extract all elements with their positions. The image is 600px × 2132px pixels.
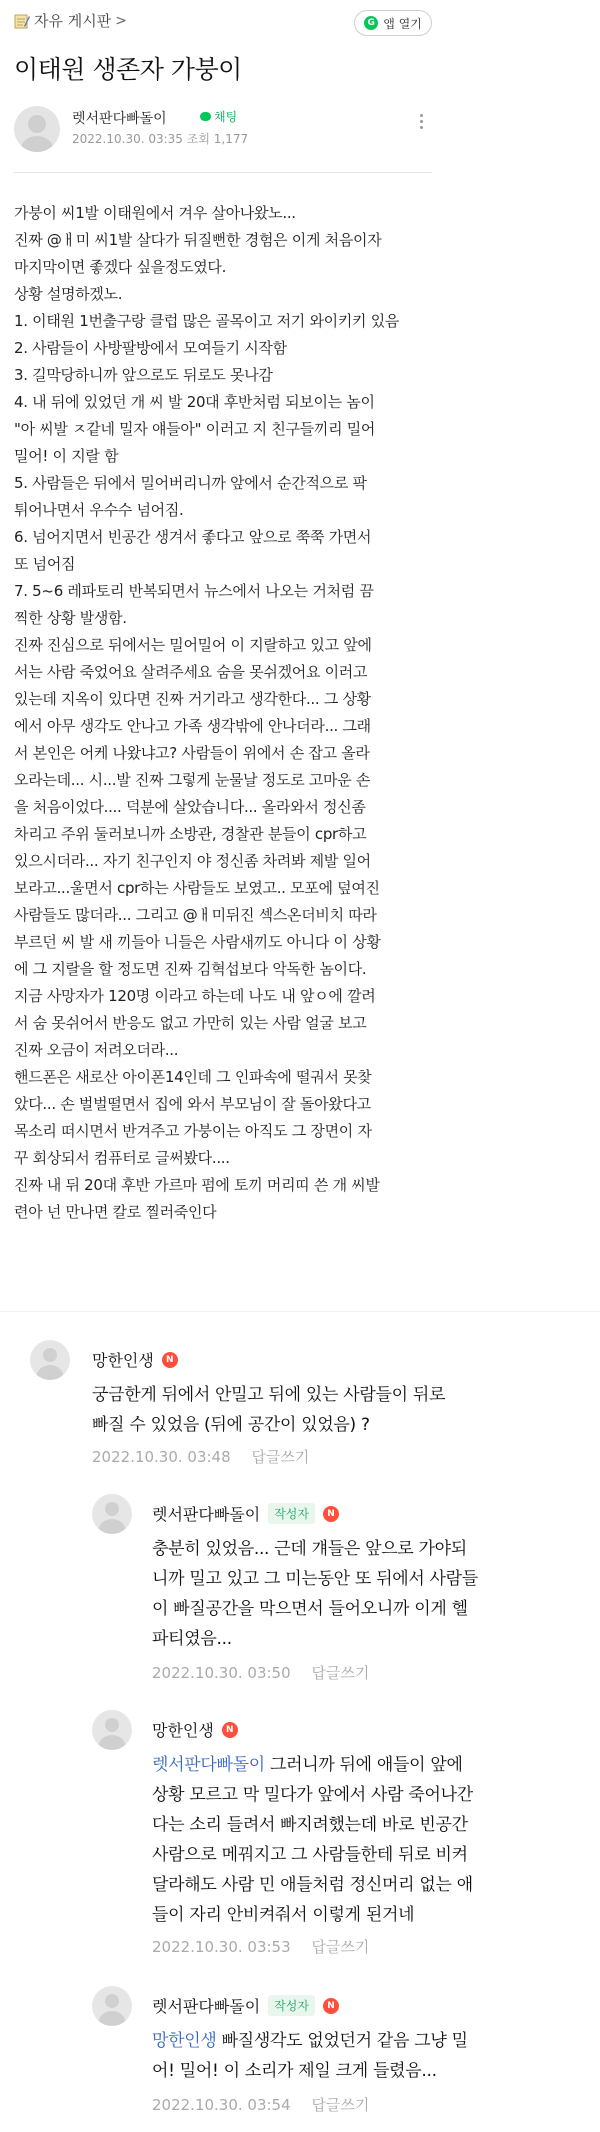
avatar[interactable]: [30, 1340, 70, 1380]
post-body-line: 진짜 오금이 저려오더라...: [14, 1041, 179, 1059]
post-body-line: 목소리 떠시면서 반겨주고 가붕이는 아직도 그 장면이 자: [14, 1122, 372, 1140]
chat-label: 채팅: [214, 110, 238, 124]
post-body-line: 3. 길막당하니까 앞으로도 뒤로도 못나감: [14, 366, 273, 384]
post-date: 2022.10.30. 03:35: [72, 132, 183, 146]
post-body-line: 부르던 씨 발 새 끼들아 니들은 사람새끼도 아니다 이 상황: [14, 933, 381, 951]
board-breadcrumb[interactable]: [14, 10, 127, 31]
open-app-label: 앱 열기: [383, 16, 422, 31]
new-badge: N: [222, 1722, 238, 1738]
post-body-line: 진짜 내 뒤 20대 후반 가르마 펌에 토끼 머리띠 쓴 개 씨발: [14, 1176, 380, 1194]
reply-button[interactable]: 답글쓰기: [251, 1448, 310, 1466]
comment-meta: [152, 1936, 369, 1957]
reply-button[interactable]: 답글쓰기: [311, 1938, 370, 1956]
comment-text: [152, 1750, 582, 1930]
post-body-line: 2. 사람들이 사방팔방에서 모여들기 시작함: [14, 339, 287, 357]
comment-author[interactable]: [92, 1348, 178, 1371]
writer-badge: 작성자: [268, 1995, 315, 2016]
post-body-line: 서는 사람 죽었어요 살려주세요 숨을 못쉬겠어요 이러고: [14, 663, 368, 681]
comment-text: 궁금한게 뒤에서 안밀고 뒤에 있는 사람들이 뒤로 빠질 수 있었음 (뒤에 공간이 있었음) ?: [92, 1385, 446, 1435]
post-meta: [72, 130, 248, 147]
comment-author[interactable]: [152, 1718, 238, 1741]
avatar[interactable]: [14, 106, 60, 152]
mention-link[interactable]: 렛서판다빠돌이: [152, 1755, 265, 1775]
post-body-line: 오라는데... 시...발 진짜 그렇게 눈물날 정도로 고마운 손: [14, 771, 371, 789]
avatar[interactable]: [92, 1494, 132, 1534]
chevron-right-icon: >: [115, 12, 127, 29]
avatar[interactable]: [92, 1710, 132, 1750]
mention-link[interactable]: 망한인생: [152, 2031, 217, 2051]
reply-button[interactable]: 답글쓰기: [311, 2096, 370, 2114]
comment-text: 충분히 있었음... 근데 걔들은 앞으로 가야되 니까 밀고 있고 그 미는동안 또 뒤에서 사람들 이 빠질공간을 막으면서 들어오니까 이게 헬 파티였음...: [152, 1539, 478, 1649]
post-body-line: 사람들도 많더라... 그리고 @ㅐ미뒤진 섹스온더비치 따라: [14, 906, 377, 924]
post-body-line: 7. 5~6 레파토리 반복되면서 뉴스에서 나오는 거처럼 끔: [14, 582, 374, 600]
post-body-line: 있으시더라... 자기 친구인지 야 정신좀 차려봐 제발 일어: [14, 852, 371, 870]
comment-date: 2022.10.30. 03:50: [152, 1664, 291, 1682]
new-badge: N: [162, 1352, 178, 1368]
post-body-line: 지금 사망자가 120명 이라고 하는데 나도 내 앞ㅇ에 깔려: [14, 987, 376, 1005]
chat-icon: [200, 112, 211, 121]
post-body-line: 을 처음이었다.... 덕분에 살았습니다... 올라와서 정신좀: [14, 798, 366, 816]
comment-text-body: 빠질생각도 없었던거 같음 그냥 밀 어! 밀어! 이 소리가 제일 크게 들렸음...: [152, 2031, 468, 2081]
avatar[interactable]: [92, 1986, 132, 2026]
view-count: 조회 1,177: [186, 132, 249, 146]
post-body-line: 에서 아무 생각도 안나고 가족 생각밖에 안나더라... 그래: [14, 717, 371, 735]
memo-icon: [14, 13, 30, 29]
new-badge: N: [323, 1998, 339, 2014]
comment-author-name: 렛서판다빠돌이: [152, 1997, 261, 2016]
author-name[interactable]: 렛서판다빠돌이: [72, 111, 167, 127]
writer-badge: 작성자: [268, 1503, 315, 1524]
comment-author[interactable]: [152, 1502, 339, 1525]
reply-button[interactable]: 답글쓰기: [311, 1664, 370, 1682]
post-body: [14, 200, 444, 1226]
post-body-line: 또 넘어짐: [14, 555, 76, 573]
new-badge: N: [323, 1506, 339, 1522]
post-body-line: 상황 설명하겠노.: [14, 285, 123, 303]
more-options-icon[interactable]: [420, 114, 424, 132]
comment-meta: [152, 2094, 369, 2115]
comment-author-name: 망한인생: [152, 1721, 214, 1740]
comment-author-name: 렛서판다빠돌이: [152, 1505, 261, 1524]
page-title: 이태원 생존자 가붕이: [14, 55, 242, 84]
post-body-line: 진짜 @ㅐ미 씨1발 살다가 뒤질뻔한 경험은 이게 처음이자: [14, 231, 382, 249]
post-body-line: 서 숨 못쉬어서 반응도 없고 가만히 있는 사람 얼굴 보고: [14, 1014, 367, 1032]
comment-date: 2022.10.30. 03:54: [152, 2096, 291, 2114]
post-body-line: 밀어! 이 지랄 함: [14, 447, 119, 465]
section-divider: [0, 1311, 600, 1312]
post-body-line: 6. 넘어지면서 빈공간 생겨서 좋다고 앞으로 쭉쭉 가면서: [14, 528, 372, 546]
open-app-button[interactable]: [354, 10, 432, 36]
post-body-line: 보라고...울면서 cpr하는 사람들도 보였고.. 모포에 덮여진: [14, 879, 380, 897]
post-body-line: 5. 사람들은 뒤에서 밀어버리니까 앞에서 순간적으로 팍: [14, 474, 367, 492]
post-body-line: 가붕이 씨1발 이태원에서 겨우 살아나왔노...: [14, 204, 296, 222]
post-body-line: 있는데 지옥이 있다면 진짜 거기라고 생각한다... 그 상황: [14, 690, 371, 708]
app-logo-icon: G: [364, 16, 378, 30]
post-body-line: 핸드폰은 새로산 아이폰14인데 그 인파속에 떨궈서 못찾: [14, 1068, 372, 1086]
comment-text-body: 그러니까 뒤에 애들이 앞에 상황 모르고 막 밀다가 앞에서 사람 죽어나간 다는 소리 들려서 빠지려했는데 바로 빈공간 사람으로 메꿔지고 그 사람들한테 뒤로 비켜 달라해도 사람 민 애들처럼 정신머리 없는 애 들이 자리 안비켜줘서 이렇게 된거네: [152, 1755, 473, 1925]
post-body-line: "아 씨발 ㅈ같네 밀자 얘들아" 이러고 지 친구들끼리 밀어: [14, 420, 376, 438]
comment-author-name: 망한인생: [92, 1351, 154, 1370]
divider: [14, 172, 432, 173]
post-body-line: 았다... 손 벌벌떨면서 집에 와서 부모님이 잘 돌아왔다고: [14, 1095, 371, 1113]
board-name: 자유 게시판: [34, 12, 112, 30]
post-body-line: 1. 이태원 1번출구랑 클럽 많은 골목이고 저기 와이키키 있음: [14, 312, 400, 330]
comment-meta: [92, 1446, 309, 1467]
chat-button[interactable]: [200, 108, 237, 125]
comment-text: [152, 2026, 582, 2086]
post-body-line: 련아 넌 만나면 칼로 찔러죽인다: [14, 1203, 217, 1221]
comment-author[interactable]: [152, 1994, 339, 2017]
post-body-line: 차리고 주위 둘러보니까 소방관, 경찰관 분들이 cpr하고: [14, 825, 367, 843]
post-body-line: 찍한 상황 발생함.: [14, 609, 127, 627]
post-body-line: 진짜 진심으로 뒤에서는 밀어밀어 이 지랄하고 있고 앞에: [14, 636, 372, 654]
post-body-line: 마지막이면 좋겠다 싶을정도였다.: [14, 258, 227, 276]
post-author-block: [14, 100, 434, 154]
post-body-line: 서 본인은 어케 나왔냐고? 사람들이 위에서 손 잡고 올라: [14, 744, 370, 762]
post-body-line: 에 그 지랄을 할 정도면 진짜 김혁섭보다 악독한 놈이다.: [14, 960, 367, 978]
post-body-line: 튀어나면서 우수수 넘어짐.: [14, 501, 184, 519]
comment-date: 2022.10.30. 03:53: [152, 1938, 291, 1956]
comment-date: 2022.10.30. 03:48: [92, 1448, 231, 1466]
post-body-line: 꾸 회상되서 컴퓨터로 글써봤다....: [14, 1149, 230, 1167]
comment-meta: [152, 1662, 369, 1683]
post-body-line: 4. 내 뒤에 있었던 개 씨 발 20대 후반처럼 되보이는 놈이: [14, 393, 375, 411]
